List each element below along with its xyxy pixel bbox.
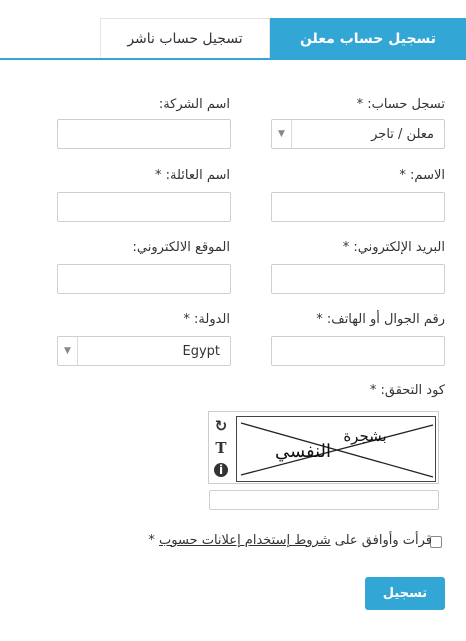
captcha-label: كود التحقق: * bbox=[369, 383, 445, 398]
phone-label: رقم الجوال أو الهاتف: * bbox=[316, 312, 445, 327]
captcha-word-1: النفسي bbox=[274, 441, 332, 462]
company-input[interactable] bbox=[57, 119, 231, 149]
info-icon[interactable]: i bbox=[214, 463, 228, 477]
first-name-input[interactable] bbox=[271, 192, 445, 222]
terms-prefix: قرأت وأوافق على bbox=[334, 533, 432, 548]
captcha-controls bbox=[208, 411, 234, 484]
required-mark: * bbox=[148, 533, 155, 548]
last-name-label: اسم العائلة: * bbox=[155, 168, 230, 183]
captcha-word-2: بشجرة bbox=[343, 427, 387, 445]
submit-button[interactable]: تسجيل bbox=[365, 577, 445, 610]
tab-publisher-signup[interactable]: تسجيل حساب ناشر bbox=[100, 18, 270, 58]
captcha-image bbox=[236, 416, 436, 482]
account-type-value: معلن / تاجر bbox=[371, 126, 434, 142]
chevron-down-icon: ▼ bbox=[272, 120, 292, 148]
terms-text bbox=[148, 533, 432, 548]
account-type-label: تسجل حساب: * bbox=[356, 97, 445, 112]
text-mode-icon[interactable]: T bbox=[215, 438, 227, 457]
account-type-select[interactable] bbox=[271, 119, 445, 149]
company-label: اسم الشركة: bbox=[158, 97, 230, 112]
tab-advertiser-signup[interactable]: تسجيل حساب معلن bbox=[270, 18, 466, 60]
country-label: الدولة: * bbox=[183, 312, 230, 327]
country-value: Egypt bbox=[182, 343, 220, 359]
phone-input[interactable] bbox=[271, 336, 445, 366]
refresh-icon[interactable]: ↻ bbox=[214, 416, 228, 435]
last-name-input[interactable] bbox=[57, 192, 231, 222]
chevron-down-icon: ▼ bbox=[58, 337, 78, 365]
country-select[interactable] bbox=[57, 336, 231, 366]
first-name-label: الاسم: * bbox=[399, 168, 445, 183]
captcha-input[interactable] bbox=[209, 490, 439, 510]
website-input[interactable] bbox=[57, 264, 231, 294]
terms-link[interactable]: شروط إستخدام إعلانات حسوب bbox=[159, 533, 331, 548]
email-input[interactable] bbox=[271, 264, 445, 294]
captcha-drawing bbox=[237, 417, 435, 481]
website-label: الموقع الالكتروني: bbox=[132, 240, 230, 255]
email-label: البريد الإلكتروني: * bbox=[342, 240, 445, 255]
